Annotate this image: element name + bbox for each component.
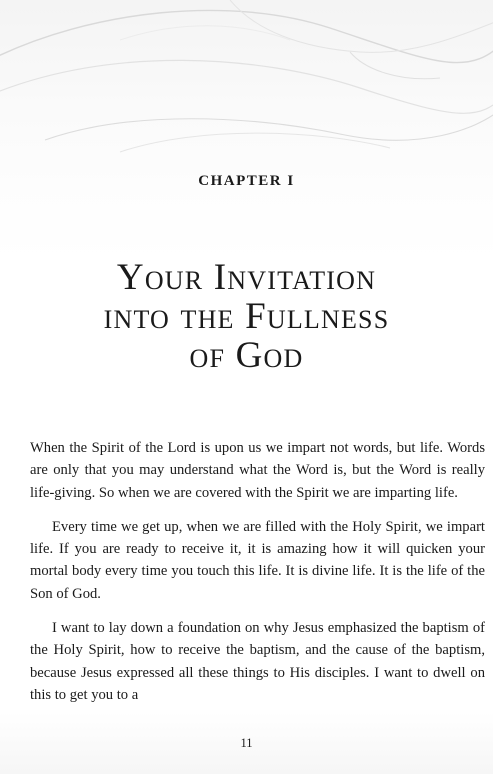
- chapter-title-line-1: Your Invitation: [116, 257, 377, 298]
- body-text: [30, 437, 485, 706]
- decorative-swirl-ornament: [0, 0, 493, 230]
- paragraph-2: Every time we get up, when we are filled with the Holy Spirit, we impart life. If you are ready to receive it, it is amazing how it will quicken your mortal body every time you touch this life. It is divine life. It is the life of the Son of God.: [30, 518, 485, 602]
- chapter-title: [0, 258, 493, 375]
- page-number: 11: [240, 736, 253, 750]
- chapter-label: CHAPTER I: [198, 173, 295, 189]
- paragraph-1: When the Spirit of the Lord is upon us we impart not words, but life. Words are only that you may understand what the Word is, but the Word is really life-giving. So when we are covered with the Spirit we are imparting life.: [30, 440, 485, 501]
- chapter-title-line-2: into the Fullness: [103, 296, 390, 337]
- chapter-title-line-3: of God: [189, 335, 304, 376]
- paragraph-3: I want to lay down a foundation on why Jesus emphasized the baptism of the Holy Spirit, how to receive the baptism, and the cause of the baptism, because Jesus expressed all these things to His disciples. I want to dwell on this to get you to a: [30, 620, 485, 703]
